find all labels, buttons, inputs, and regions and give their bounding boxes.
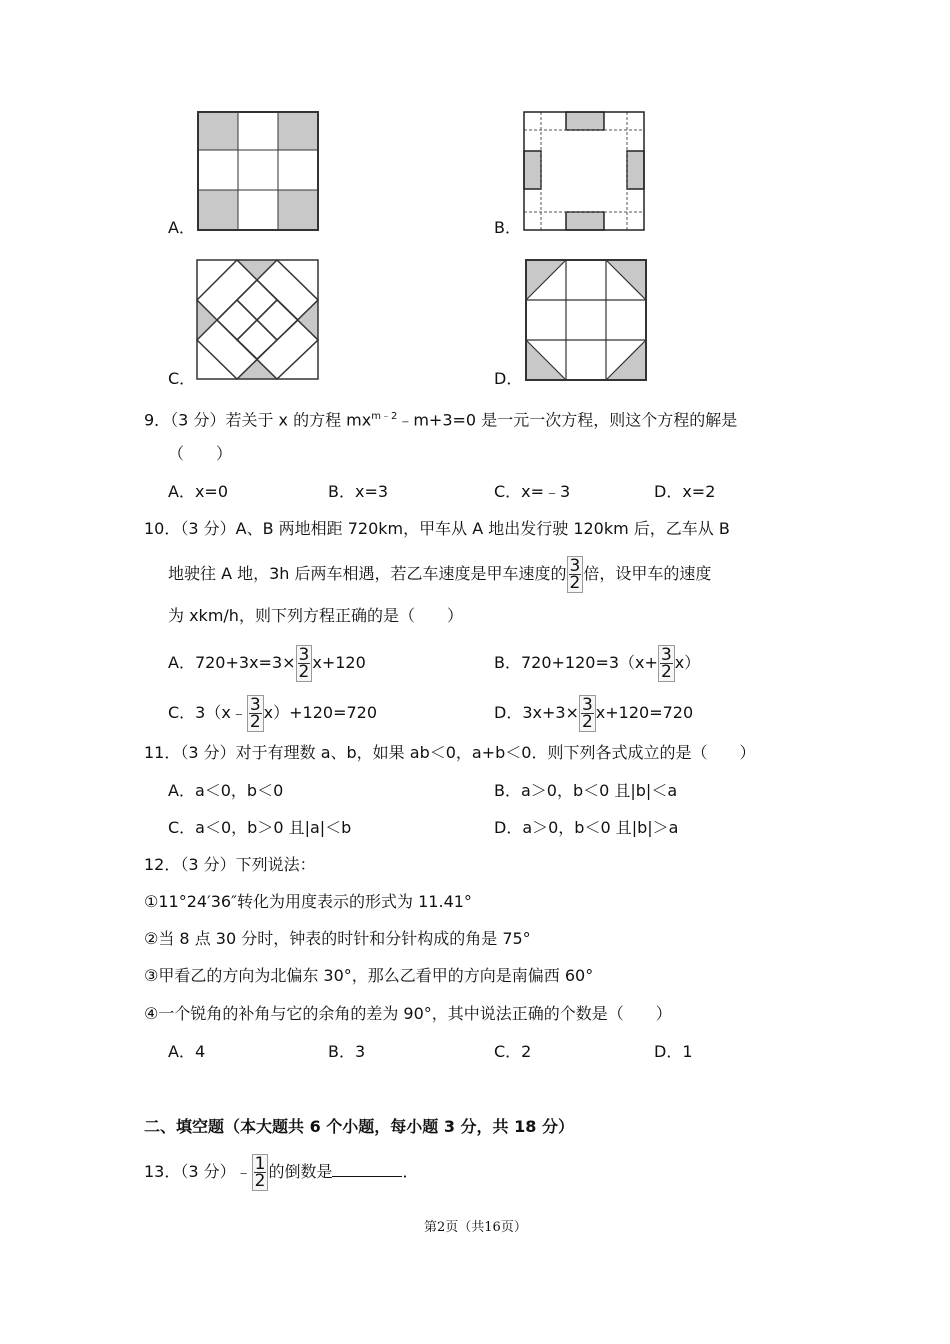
question-9-stem: [144, 405, 737, 432]
q10-option-b: [494, 645, 700, 682]
fraction-denominator: 2: [249, 712, 261, 732]
fraction-numerator: 1: [254, 1154, 266, 1174]
q11-option-d: D．a＞0，b＜0 且|b|＞a: [494, 818, 679, 837]
option-c-label: C．: [168, 369, 196, 388]
fraction-numerator: 3: [660, 645, 672, 665]
answer-blank[interactable]: [332, 1160, 402, 1177]
q9-option-c: C．x=﹣3: [494, 482, 571, 501]
fraction-numerator: 3: [298, 645, 310, 665]
q12-option-c: C．2: [494, 1042, 532, 1061]
question-10-line-2: [168, 556, 711, 593]
page-footer: 第2页（共16页）: [424, 1220, 527, 1235]
q9-stem-post: ﹣m+3=0 是一元一次方程，则这个方程的解是: [397, 410, 738, 430]
q9-option-b: B．x=3: [328, 482, 389, 501]
q9-exponent: m﹣2: [371, 411, 398, 422]
fraction-denominator: 2: [569, 573, 581, 593]
option-text: A．720+3x=3×: [168, 653, 296, 672]
q9-option-a: A．x=0: [168, 482, 229, 501]
fraction: [247, 695, 264, 732]
q11-option-b: B．a＞0，b＜0 且|b|＜a: [494, 781, 678, 800]
q13-fraction: [252, 1154, 269, 1191]
q9-option-d: D．x=2: [654, 482, 716, 501]
fraction-denominator: 2: [254, 1171, 266, 1191]
q12-statement-4: ④一个锐角的补角与它的余角的差为 90°，其中说法正确的个数是（ ）: [144, 1004, 672, 1023]
q11-option-a: A．a＜0，b＜0: [168, 781, 284, 800]
option-d-label: D．: [494, 369, 523, 388]
q12-statement-3: ③甲看乙的方向为北偏东 30°，那么乙看甲的方向是南偏西 60°: [144, 966, 594, 985]
fraction: [658, 645, 675, 682]
option-text: x）+120=720: [263, 703, 378, 722]
q10-fraction: [567, 556, 584, 593]
fraction: [296, 645, 313, 682]
option-text: x+120: [312, 653, 366, 672]
fraction: [579, 695, 596, 732]
q12-option-d: D．1: [654, 1042, 693, 1061]
q10-option-c: [168, 695, 377, 732]
option-text: x）: [674, 653, 701, 672]
fraction-numerator: 3: [569, 556, 581, 576]
option-text: B．720+120=3（x+: [494, 653, 658, 672]
q10-option-d: [494, 695, 693, 732]
q12-statement-2: ②当 8 点 30 分时，钟表的时针和分针构成的角是 75°: [144, 929, 531, 948]
question-10-line-3: 为 xkm/h，则下列方程正确的是（ ）: [168, 606, 463, 625]
fraction-denominator: 2: [660, 662, 672, 682]
option-text: C．3（x﹣: [168, 703, 247, 722]
question-9-paren: （ ）: [168, 444, 233, 463]
q10-line2-pre: 地驶往 A 地，3h 后两车相遇，若乙车速度是甲车速度的: [168, 564, 567, 583]
fraction-denominator: 2: [581, 712, 593, 732]
figure-a: [197, 111, 319, 231]
question-10-line-1: 10．（3 分）A、B 两地相距 720km，甲车从 A 地出发行驶 120km 后，乙车从 B: [144, 519, 730, 538]
option-text: D．3x+3×: [494, 703, 579, 722]
q11-option-c: C．a＜0，b＞0 且|a|＜b: [168, 818, 352, 837]
question-13: [144, 1154, 419, 1191]
q10-option-a: [168, 645, 366, 682]
q12-option-b: B．3: [328, 1042, 366, 1061]
q13-end: ．: [402, 1162, 419, 1181]
fraction-denominator: 2: [298, 662, 310, 682]
fraction-numerator: 3: [249, 695, 261, 715]
figure-b: [523, 111, 645, 231]
q12-statement-1: ①11°24′36″转化为用度表示的形式为 11.41°: [144, 892, 472, 911]
option-b-label: B．: [494, 218, 521, 237]
q13-pre: 13．（3 分）﹣: [144, 1162, 252, 1181]
question-12-stem: 12．（3 分）下列说法：: [144, 855, 316, 874]
figure-c: [196, 259, 319, 380]
q13-post: 的倒数是: [268, 1162, 333, 1181]
fraction-numerator: 3: [581, 695, 593, 715]
figure-d: [525, 259, 647, 381]
option-a-label: A．: [168, 218, 195, 237]
q12-option-a: A．4: [168, 1042, 206, 1061]
q10-line2-post: 倍，设甲车的速度: [583, 564, 712, 583]
section-2-title: 二、填空题（本大题共 6 个小题，每小题 3 分，共 18 分）: [144, 1117, 574, 1136]
question-11-stem: 11．（3 分）对于有理数 a、b，如果 ab＜0，a+b＜0．则下列各式成立的是（ ）: [144, 743, 756, 762]
q9-stem-pre: 9．（3 分）若关于 x 的方程 mx: [144, 410, 372, 430]
option-text: x+120=720: [595, 703, 694, 722]
